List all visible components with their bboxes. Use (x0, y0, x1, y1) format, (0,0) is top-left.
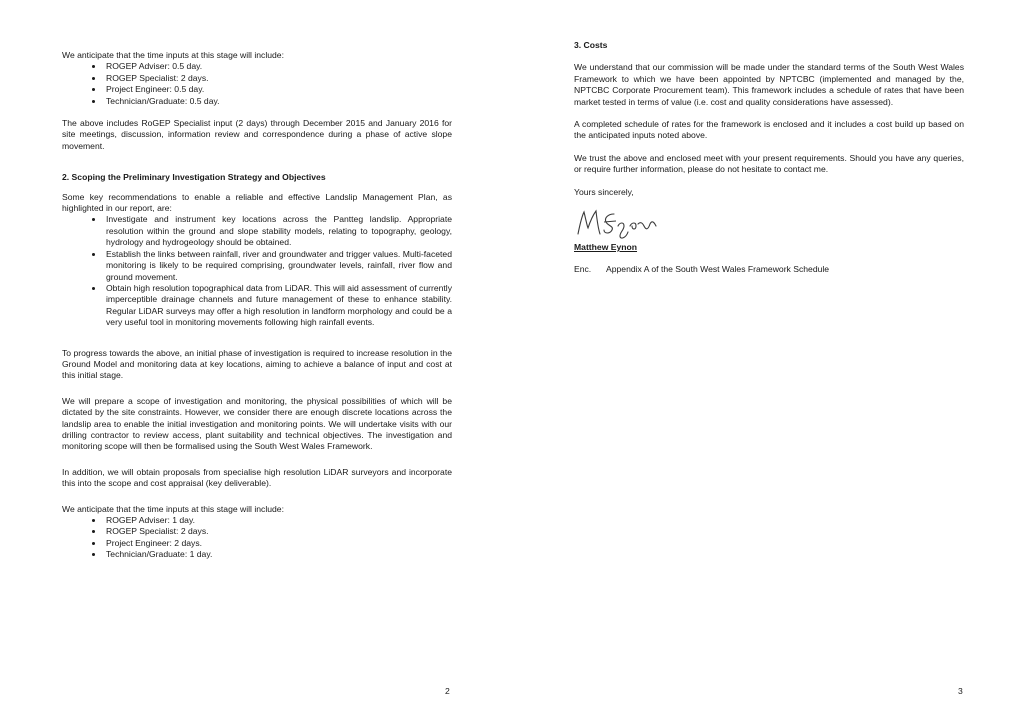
stage1-time-list (62, 61, 452, 107)
signature-image (574, 206, 684, 242)
page-number-2: 2 (445, 686, 450, 696)
stage2-intro: We anticipate that the time inputs at this stage will include: (62, 503, 284, 514)
paragraph-scope: We will prepare a scope of investigation and monitoring, the physical possibilities of which will be dictated by the site constraints. However, we consider there are enough discrete locations across the landslip area to enable the initial investigation and monitoring points. We will undertake visits with our drilling contractor to review access, plant suitability and technical objectives. The investigation and monitoring scope will then be formalised using the South West Wales Framework. (62, 395, 452, 452)
closing: Yours sincerely, (574, 186, 634, 197)
signatory-name: Matthew Eynon (574, 242, 638, 253)
paragraph-progress: To progress towards the above, an initial phase of investigation is required to increase resolution in the Ground Model and monitoring data at key locations, aiming to achieve a balance of input and cost at this initial stage. (62, 347, 452, 381)
list-item: • Project Engineer: 0.5 day. (104, 84, 452, 95)
list-item: • Project Engineer: 2 days. (104, 538, 452, 549)
page-3 (574, 0, 964, 722)
list-item: • Obtain high resolution topographical data from LiDAR. This will aid assessment of currently imperceptible drainage channels and future management of these to enhance stability. Regular LiDAR surveys may offer a high resolution in landform morphology and could be a very useful tool in monitoring movements following high rainfall events. (104, 283, 452, 329)
page-number-3: 3 (958, 686, 963, 696)
list-item: • Technician/Graduate: 1 day. (104, 549, 452, 560)
list-item: • Investigate and instrument key locations across the Pantteg landslip. Appropriate resolution within the ground and slope stability models, relating to topography, geology, hydrology and hydrogeology should be obtained. (104, 214, 452, 248)
section-3-heading: 3. Costs (574, 40, 608, 50)
page-2 (62, 0, 452, 722)
stage2-time-list (62, 515, 452, 561)
list-item: • Technician/Graduate: 0.5 day. (104, 96, 452, 107)
paragraph-trust: We trust the above and enclosed meet with your present requirements. Should you have any queries, or require further information, please do not hesitate to contact me. (574, 152, 964, 175)
paragraph-schedule: A completed schedule of rates for the framework is enclosed and it includes a cost build up based on the anticipated inputs noted above. (574, 119, 964, 141)
list-item: • ROGEP Specialist: 2 days. (104, 73, 452, 84)
list-item: • Establish the links between rainfall, river and groundwater and trigger values. Multi-faceted monitoring is likely to be required comprising, groundwater levels, rainfall, river flow and ground movement. (104, 249, 452, 283)
section-2-heading: 2. Scoping the Preliminary Investigation Strategy and Objectives (62, 172, 326, 183)
paragraph-commission: We understand that our commission will be made under the standard terms of the South West Wales Framework to which we have been appointed by NPTCBC (implemented and managed by the, NPTCBC Corporate Procurement team). This framework includes a schedule of rates that have been market tested in terms of value (i.e. cost and quality considerations have assessed). (574, 62, 964, 107)
enclosure (574, 264, 964, 275)
recommendations-list (62, 214, 452, 328)
list-item: • ROGEP Adviser: 0.5 day. (104, 61, 452, 72)
stage1-intro: We anticipate that the time inputs at this stage will include: (62, 50, 284, 60)
enclosure-label: Enc. (574, 264, 592, 275)
signature (574, 206, 964, 242)
section-2-intro: Some key recommendations to enable a reliable and effective Landslip Management Plan, as highlighted in our report, are: (62, 191, 452, 214)
list-item: • ROGEP Specialist: 2 days. (104, 526, 452, 537)
enclosure-text: Appendix A of the South West Wales Framework Schedule (606, 264, 830, 275)
list-item: • ROGEP Adviser: 1 day. (104, 515, 452, 526)
paragraph-lidar: In addition, we will obtain proposals from specialise high resolution LiDAR surveyors and incorporate this into the scope and cost appraisal (key deliverable). (62, 466, 452, 489)
stage1-note: The above includes RoGEP Specialist input (2 days) through December 2015 and January 2016 for site meetings, discussion, information review and correspondence during a phase of active slope movement. (62, 118, 452, 151)
